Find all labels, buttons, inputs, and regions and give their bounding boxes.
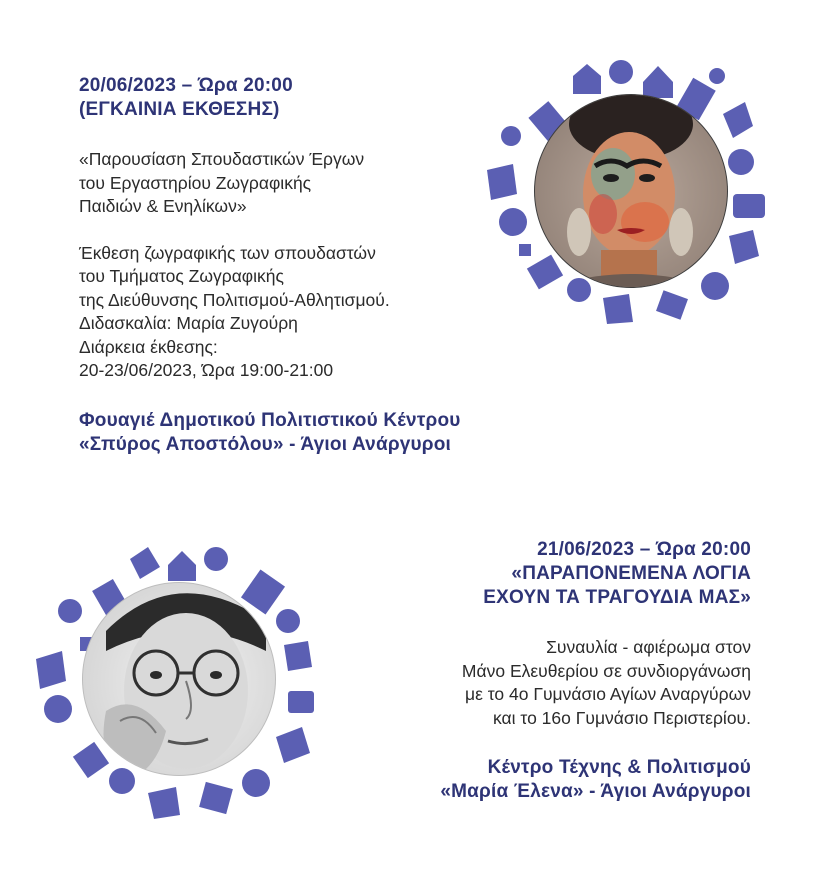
event1-desc-line: 20-23/06/2023, Ώρα 19:00-21:00 xyxy=(79,360,334,380)
event2-desc-line: Συναυλία - αφιέρωμα στον xyxy=(546,637,751,657)
event2-title-line: «ΠΑΡΑΠΟΝΕΜΕΝΑ ΛΟΓΙΑ xyxy=(511,563,751,584)
event2-venue-line: Κέντρο Τέχνης & Πολιτισμού xyxy=(487,757,751,778)
event2-desc-line: με το 4ο Γυμνάσιο Αγίων Αναργύρων xyxy=(465,684,751,704)
event2-date: 21/06/2023 – Ώρα 20:00 xyxy=(537,539,751,560)
event1-quote-line: Παιδιών & Ενηλίκων» xyxy=(79,196,247,216)
event2-title-line: ΕΧΟΥΝ ΤΑ ΤΡΑΓΟΥΔΙΑ ΜΑΣ» xyxy=(483,587,751,608)
frida-kahlo-portrait-icon xyxy=(483,54,783,334)
event1-date: 20/06/2023 – Ώρα 20:00 xyxy=(79,75,293,96)
event1-quote-line: του Εργαστηρίου Ζωγραφικής xyxy=(79,172,312,193)
event1-desc-line: Έκθεση ζωγραφικής των σπουδαστών xyxy=(79,242,376,263)
event2-venue-line: «Μαρία Έλενα» - Άγιοι Ανάργυροι xyxy=(440,781,751,802)
event1-block xyxy=(79,74,461,457)
event2-block xyxy=(440,538,751,804)
event1-venue-line: Φουαγιέ Δημοτικού Πολιτιστικού Κέντρου xyxy=(79,409,461,431)
event2-desc-line: Μάνο Ελευθερίου σε συνδιοργάνωση xyxy=(461,660,751,681)
manos-eleftheriou-portrait-icon xyxy=(36,541,326,826)
event1-desc-line: της Διεύθυνσης Πολιτισμού-Αθλητισμού. xyxy=(79,289,390,310)
event1-desc-line: Διδασκαλία: Μαρία Ζυγούρη xyxy=(79,313,298,333)
event1-quote-line: «Παρουσίαση Σπουδαστικών Έργων xyxy=(79,149,365,169)
event1-desc-line: του Τμήματος Ζωγραφικής xyxy=(79,266,284,286)
event1-desc-line: Διάρκεια έκθεσης: xyxy=(79,336,218,357)
event1-venue-line: «Σπύρος Αποστόλου» - Άγιοι Ανάργυροι xyxy=(79,433,452,455)
event1-title: (ΕΓΚΑΙΝΙΑ ΕΚΘΕΣΗΣ) xyxy=(79,99,280,120)
event2-desc-line: και το 16ο Γυμνάσιο Περιστερίου. xyxy=(493,707,751,728)
